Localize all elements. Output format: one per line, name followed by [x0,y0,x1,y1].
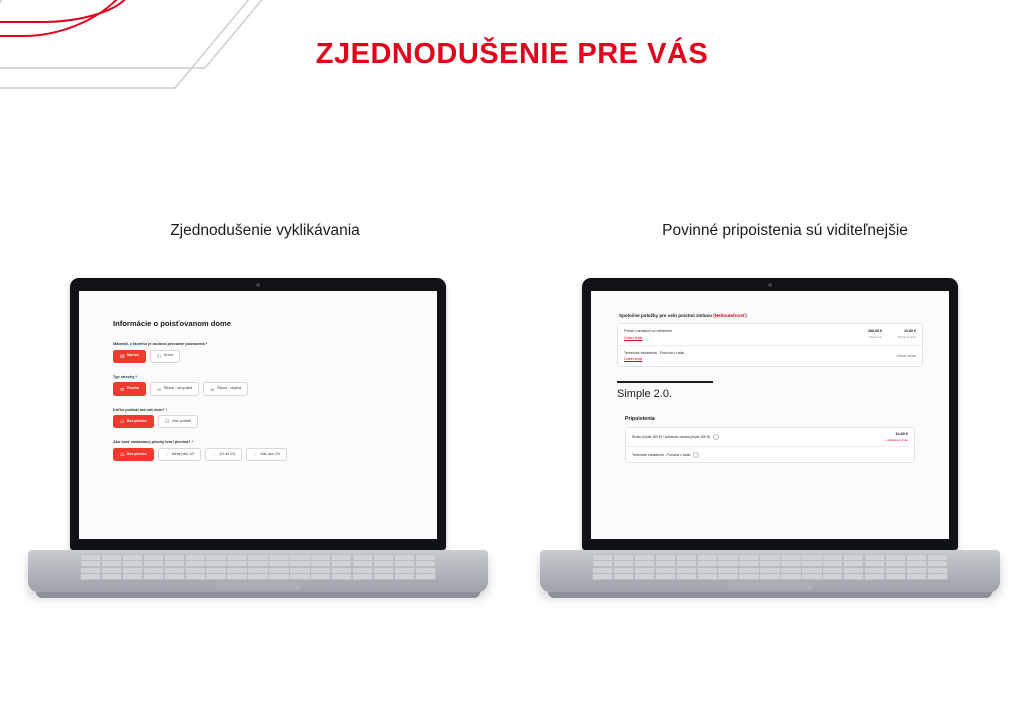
amount-value: 10,80 € [904,329,916,333]
webcam-icon [768,283,772,287]
chip-group-floors [113,415,403,428]
chip-label: 1/2 až 2/3 [219,451,236,456]
show-coverage-link[interactable]: Zobraz krytie [624,357,643,361]
laptop-foot [36,592,480,598]
field-label-floors: Koľko podlaží má váš dom? * [113,406,168,412]
row-title: Technické zariadenia - Porucha v rádiu [624,350,685,355]
laptop-keyboard [80,554,436,580]
wood-icon [157,354,162,359]
amount-value: 288,68 € [868,329,882,333]
chip-bez-pivnice[interactable] [113,415,154,428]
fraction-icon [165,452,170,457]
page-title: ZJEDNODUŠENIE PRE VÁS [315,38,709,70]
house-icon [120,419,125,424]
brand-title: Simple 2.0. [617,387,673,400]
panel-title-warning: (Nehnuteľnosť) [713,313,747,318]
addons-panel [625,427,915,464]
chip-sikma-nevyuzita[interactable] [150,382,199,395]
addon-note: + základové krytie [884,437,908,442]
flat-roof-icon [120,387,125,392]
chip-murivo[interactable] [113,350,146,363]
row-note: Súčasť balíka [896,353,916,358]
chip-basement-none[interactable] [113,448,154,461]
addons-heading: Pripoistenia [625,415,655,422]
addon-label: Technické zariadenia - Porucha v rádiu [632,452,691,457]
laptop-keyboard [592,554,948,580]
laptop-lid [582,278,958,550]
chip-group-material [113,350,403,363]
panel-title [617,313,923,323]
brick-icon [120,354,125,359]
chip-basement-half[interactable] [158,448,202,461]
chip-label: Drevo [163,353,174,358]
laptop-foot [548,592,992,598]
chip-basement-more[interactable] [246,448,287,461]
laptop-lid [70,278,446,550]
laptop-mockup-left [28,278,488,618]
laptop-trackpad [216,582,300,590]
chip-label: Šikmá - nevyužitá [163,386,193,391]
chip-label: Bez pivnice [127,418,147,423]
chip-label: Šikmá - obytná [217,386,242,391]
field-label-basement: Akú časť zastavanej plochy tvorí pivnica? * [113,439,194,445]
sloped-roof-icon [157,387,162,392]
chip-label: Viac podlaží [171,418,192,423]
floors-icon [165,419,170,424]
table-row[interactable] [618,324,922,346]
field-label-roof: Typ strechy * [113,373,138,379]
list-item[interactable] [626,446,914,462]
addon-label: Riziko (krytie 350 €) / poistenie záruka (krytie 500 €) [632,434,711,439]
list-item[interactable] [626,428,914,447]
show-coverage-link[interactable]: Zobraz krytie [624,335,643,340]
attic-roof-icon [210,387,215,392]
addon-price: 10,80 € [895,432,908,437]
webcam-icon [256,283,260,287]
chip-basement-twothirds[interactable] [205,448,242,461]
laptop-trackpad [728,582,812,590]
laptop-screen-right [591,291,949,539]
chip-group-basement [113,448,403,461]
laptop-screen-left [79,291,437,539]
caption-right: Povinné pripoistenia sú viditeľnejšie [662,222,908,239]
chip-group-roof [113,382,403,395]
basement-icon [120,452,125,457]
amount-caption: Ročné poistné [898,334,916,339]
laptop-mockup-right [540,278,1000,618]
table-row[interactable] [618,346,922,367]
row-amount-secondary [882,329,916,339]
chip-label: Menej ako 1/2 [171,451,195,456]
common-items-panel [617,323,923,367]
info-icon[interactable] [693,452,699,458]
row-amount-primary [848,329,882,339]
fraction-icon [253,452,258,457]
info-icon[interactable] [713,434,719,440]
chip-plocha[interactable] [113,382,146,395]
chip-label: Murivo [127,353,139,358]
chip-label: Plochá [127,386,139,391]
chip-viac-podlazi[interactable] [158,415,199,428]
field-label-material: Materiál, z ktorého je budova prevažne postavená * [113,341,208,346]
chip-sikma-obytna[interactable] [203,382,248,395]
panel-title-prefix: Spoločné položky pre celú poistnú zmluvu [619,313,714,318]
row-title: Pokiaľ v areáloch sú vetraniem [624,329,672,333]
form-title: Informácie o poisťovanom dome [113,319,231,328]
fraction-icon [212,452,217,457]
divider [617,381,713,383]
amount-caption: Odkúpenie [868,334,882,339]
chip-drevo[interactable] [150,350,181,363]
caption-left: Zjednodušenie vyklikávania [170,222,360,239]
chip-label: Bez pivnice [127,451,147,456]
chip-label: Viac ako 2/3 [260,451,280,456]
